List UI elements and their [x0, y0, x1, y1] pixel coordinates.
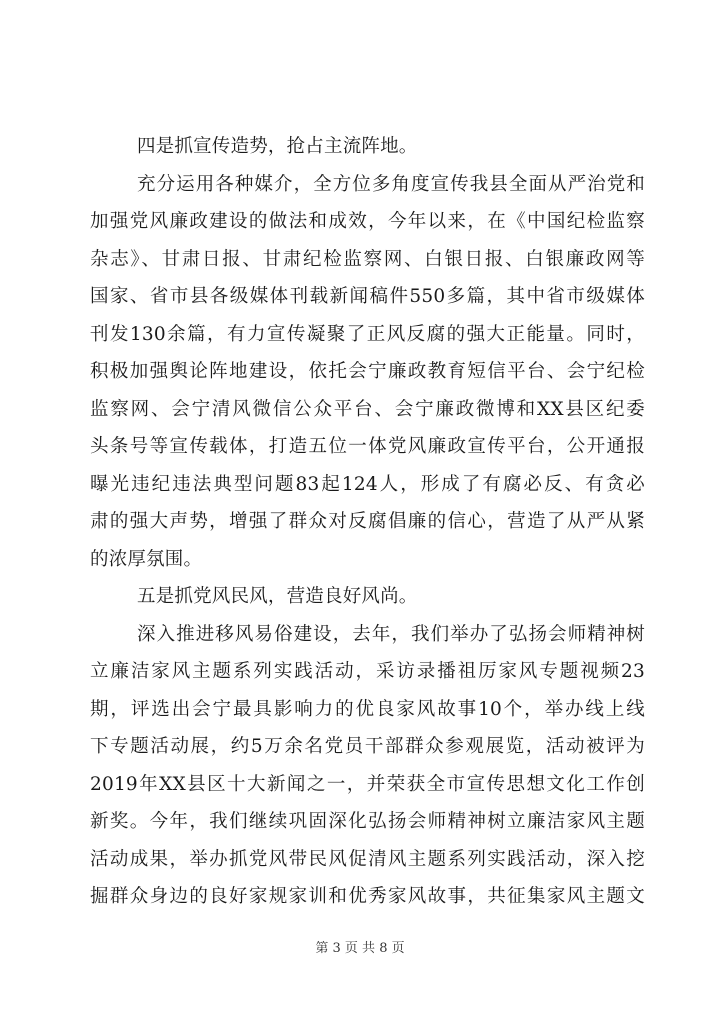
page-number-footer: 第 3 页 共 8 页 — [315, 941, 405, 956]
paragraph-line: 监察网、会宁清风微信公众平台、会宁廉政微博和XX县区纪委 — [90, 398, 645, 420]
paragraph-line: 下专题活动展，约5万余名党员干部群众参观展览，活动被评为 — [90, 736, 645, 757]
paragraph-line: 的浓厚氛围。 — [90, 548, 203, 570]
paragraph-line: 国家、省市县各级媒体刊载新闻稿件550多篇，其中省市级媒体 — [90, 286, 645, 307]
paragraph-line: 杂志》、甘肃日报、甘肃纪检监察网、白银日报、白银廉政网等 — [90, 248, 645, 270]
paragraph-line: 新奖。今年，我们继续巩固深化弘扬会师精神树立廉洁家风主题 — [90, 811, 645, 832]
paragraph-line: 头条号等宣传载体，打造五位一体党风廉政宣传平台，公开通报 — [90, 436, 645, 457]
paragraph-line: 活动成果，举办抓党风带民风促清风主题系列实践活动，深入挖 — [90, 848, 645, 870]
paragraph-line: 掘群众身边的良好家规家训和优秀家风故事，共征集家风主题文 — [90, 886, 645, 907]
paragraph-line: 刊发130余篇，有力宣传凝聚了正风反腐的强大正能量。同时， — [90, 323, 645, 345]
section-heading-5: 五是抓党风民风，营造良好风尚。 — [137, 586, 418, 607]
section-heading-4: 四是抓宣传造势，抢占主流阵地。 — [137, 136, 418, 157]
paragraph-line: 曝光违纪违法典型问题83起124人，形成了有腐必反、有贪必 — [90, 473, 645, 495]
paragraph-line: 加强党风廉政建设的做法和成效，今年以来，在《中国纪检监察 — [90, 211, 645, 232]
paragraph-line: 积极加强舆论阵地建设，依托会宁廉政教育短信平台、会宁纪检 — [90, 361, 645, 382]
paragraph-line: 肃的强大声势，增强了群众对反腐倡廉的信心，营造了从严从紧 — [90, 511, 645, 532]
paragraph-line: 2019年XX县区十大新闻之一，并荣获全市宣传思想文化工作创 — [90, 773, 645, 795]
paragraph-line: 深入推进移风易俗建设，去年，我们举办了弘扬会师精神树 — [137, 623, 645, 645]
paragraph-line: 期，评选出会宁最具影响力的优良家风故事10个，举办线上线 — [90, 698, 645, 720]
paragraph-line: 立廉洁家风主题系列实践活动，采访录播祖厉家风专题视频23 — [90, 661, 645, 682]
document-body — [90, 128, 645, 916]
paragraph-line: 充分运用各种媒介，全方位多角度宣传我县全面从严治党和 — [137, 173, 645, 195]
